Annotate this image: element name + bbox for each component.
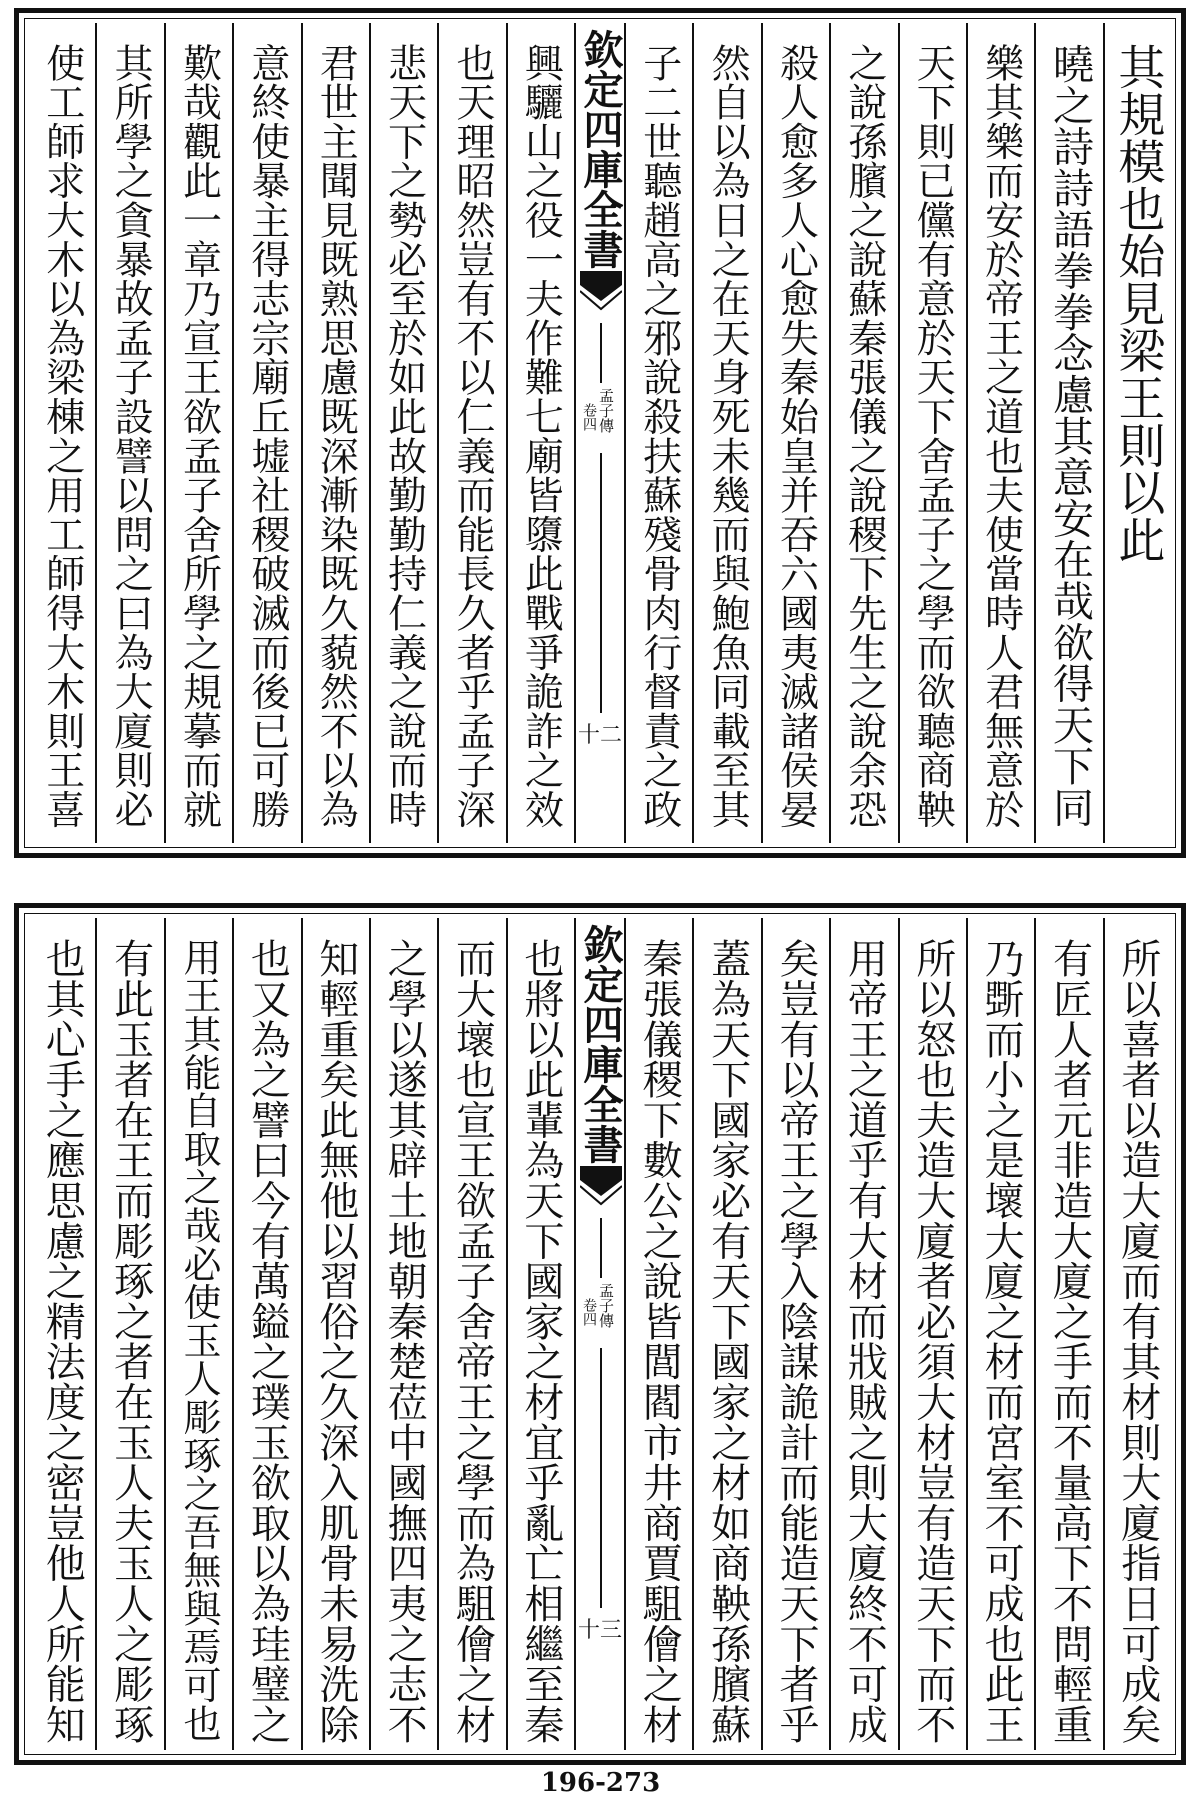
folio-number: 十三 xyxy=(577,1618,622,1643)
book-page-2 xyxy=(14,903,1186,1765)
column-text: 歎哉觀此一章乃宣王欲孟子舍所學之規摹而就 xyxy=(176,43,222,829)
text-column xyxy=(232,23,300,843)
column-text: 意終使暴主得志宗廟丘墟社稷破滅而後已可勝 xyxy=(244,43,290,829)
column-text: 也其心手之應思慮之精法度之密豈他人所能知 xyxy=(39,938,86,1744)
text-column xyxy=(898,23,966,843)
text-column xyxy=(95,918,163,1750)
book-page-1 xyxy=(14,8,1186,858)
column-text: 子二世聽趙高之邪說殺扶蘇殘骨肉行督責之政 xyxy=(636,43,682,829)
column-text: 君世主聞見既熟思慮既深漸染既久藐然不以為 xyxy=(313,43,359,829)
juan-label: 卷四 xyxy=(581,403,597,431)
text-column xyxy=(829,23,897,843)
text-column xyxy=(898,918,966,1750)
text-column xyxy=(164,23,232,843)
text-column xyxy=(624,918,692,1750)
text-column xyxy=(164,918,232,1750)
column-text: 矣豈有以帝王之學入陰謀詭計而能造天下者乎 xyxy=(772,938,819,1744)
text-column xyxy=(232,918,300,1750)
column-text: 蓋為天下國家必有天下國家之材如商鞅孫臏蘇 xyxy=(704,938,751,1744)
column-text: 殺人愈多人心愈失秦始皇并吞六國夷滅諸侯晏 xyxy=(773,43,819,829)
column-text: 也將以此輩為天下國家之材宜乎亂亡相繼至秦 xyxy=(517,938,564,1744)
column-text: 用王其能自取之哉必使玉人彫琢之吾無與焉可也 xyxy=(176,938,221,1743)
text-column xyxy=(301,23,369,843)
column-text: 知輕重矣此無他以習俗之久深入肌骨未易洗除 xyxy=(312,938,359,1744)
column-text: 天下則已儻有意於天下舍孟子之學而欲聽商鞅 xyxy=(910,43,956,829)
text-column xyxy=(761,23,829,843)
column-text: 有此玉者在王而彫琢之者在玉人夫玉人之彫琢 xyxy=(107,938,154,1744)
column-text: 所以喜者以造大廈而有其材則大廈指日可成矣 xyxy=(1114,938,1161,1744)
column-text: 用帝王之道乎有大材而戕賊之則大廈終不可成 xyxy=(841,938,888,1744)
book-title: 孟子傳 xyxy=(597,388,615,433)
text-column xyxy=(437,23,505,843)
text-column xyxy=(369,918,437,1750)
text-column xyxy=(369,23,437,843)
column-text: 秦張儀稷下數公之說皆閭閻市井商賈駔儈之材 xyxy=(636,938,683,1744)
center-rule xyxy=(600,1218,602,1278)
text-column xyxy=(692,918,760,1750)
column-text: 也天理昭然豈有不以仁義而能長久者乎孟子深 xyxy=(449,43,495,829)
text-column xyxy=(1103,918,1171,1750)
text-column xyxy=(301,918,369,1750)
header-title: 欽定四庫全書 xyxy=(577,29,624,269)
center-fold-column xyxy=(574,23,624,843)
column-text: 然自以為日之在天身死未幾而與鮑魚同載至其 xyxy=(705,43,751,829)
column-text: 而大壞也宣王欲孟子舍帝王之學而為駔儈之材 xyxy=(449,938,496,1744)
text-column xyxy=(95,23,163,843)
column-text: 有匠人者元非造大廈之手而不量高下不問輕重 xyxy=(1046,938,1093,1744)
text-column xyxy=(29,918,95,1750)
column-text: 也又為之譬曰今有萬鎰之璞玉欲取以為珪璧之 xyxy=(244,938,291,1744)
text-column xyxy=(437,918,505,1750)
center-fold-column xyxy=(574,918,624,1750)
page-number: 196-273 xyxy=(540,1768,661,1798)
book-title: 孟子傳 xyxy=(597,1283,615,1328)
text-columns xyxy=(29,918,1171,1750)
text-column xyxy=(761,918,829,1750)
column-text: 悲天下之勢必至於如此故勤勤持仁義之說而時 xyxy=(381,43,427,829)
text-column xyxy=(29,23,95,843)
column-text: 其所學之貪暴故孟子設譬以問之曰為大廈則必 xyxy=(108,43,154,829)
text-column xyxy=(1103,23,1171,843)
text-column xyxy=(506,918,574,1750)
text-column xyxy=(624,23,692,843)
column-text: 之學以遂其辟土地朝秦楚莅中國撫四夷之志不 xyxy=(381,938,428,1744)
center-rule xyxy=(600,323,602,383)
juan-label: 卷四 xyxy=(581,1298,597,1326)
column-text: 其規模也始見梁王則以此 xyxy=(1110,43,1166,564)
text-column xyxy=(692,23,760,843)
text-column xyxy=(966,918,1034,1750)
text-column xyxy=(506,23,574,843)
text-columns xyxy=(29,23,1171,843)
center-rule xyxy=(600,1348,602,1608)
text-column xyxy=(1034,23,1102,843)
text-column xyxy=(966,23,1034,843)
column-text: 曉之詩詩語拳拳念慮其意安在哉欲得天下同 xyxy=(1045,43,1094,828)
text-column xyxy=(829,918,897,1750)
column-text: 樂其樂而安於帝王之道也夫使當時人君無意於 xyxy=(978,43,1024,829)
column-text: 使工師求大木以為梁棟之用工師得大木則王喜 xyxy=(39,43,85,829)
folio-number: 十二 xyxy=(577,723,622,748)
text-column xyxy=(1034,918,1102,1750)
header-title: 欽定四庫全書 xyxy=(577,924,624,1164)
column-text: 興驪山之役一夫作難七廟皆隳此戰爭詭詐之效 xyxy=(518,43,564,829)
column-text: 所以怒也夫造大廈者必須大材豈有造天下而不 xyxy=(909,938,956,1744)
fishtail-mark-icon xyxy=(580,1166,622,1214)
center-rule xyxy=(600,453,602,713)
column-text: 乃斲而小之是壞大廈之材而宮室不可成也此王 xyxy=(978,938,1025,1744)
column-text: 之說孫臏之說蘇秦張儀之說稷下先生之說余恐 xyxy=(841,43,887,829)
fishtail-mark-icon xyxy=(580,271,622,319)
